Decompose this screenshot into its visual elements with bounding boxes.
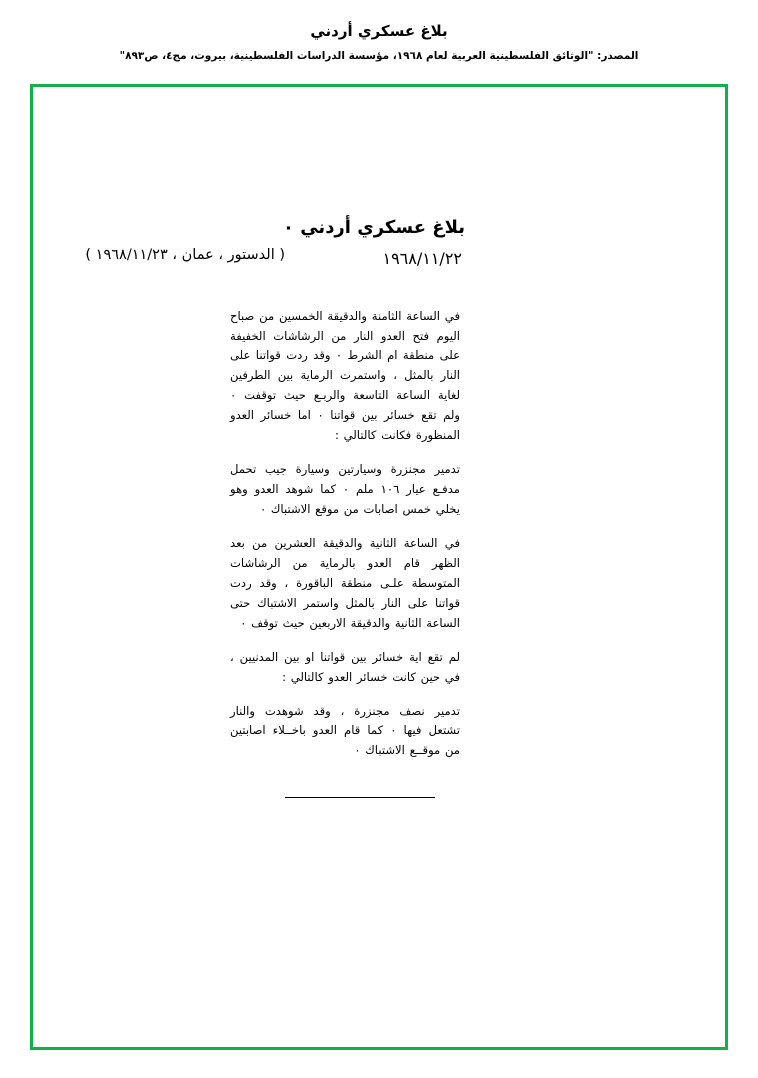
paragraph: في الساعة الثامنة والدقيقة الخمسين من صباح اليوم فتح العدو النار من الرشاشات الخفيفة على منطقة ام الشرط ٠ وقد ردت قواتنا على النار بالمثل ، واستمرت الرماية بين الطرفين لغاية الساعة التاسعة والربـع حيث توقفت ٠ ولم تقع خسائر بين قواتنا ٠ اما خسائر العدو المنظورة فكانت كالتالي : (230, 308, 461, 443)
paragraph: لم تقع اية خسائر بين قواتنا او بين المدنيين ، في حين كانت خسائر العدو كالتالي : (230, 649, 460, 684)
source-citation: المصدر: "الوثائق الفلسطينية العربية لعام ١٩٦٨، مؤسسة الدراسات الفلسطينية، بيروت، مج٤، ص٨٩٣" (119, 50, 639, 62)
headline-row (33, 217, 725, 287)
document-header (0, 0, 758, 62)
bulletin-source-reference: ( الدستور ، عمان ، ١٩٦٨/١١/٢٣ ) (85, 247, 285, 263)
paragraph: في الساعة الثانية والدقيقة العشرين من بعد الظهر قام العدو بالرماية من الرشاشات المتوسطة علـى منطقة الباقورة ، وقد ردت قواتنا على النار بالمثل واستمر الاشتباك حتى الساعة الثانية والدقيقة الاربعين حيث توقف ٠ (230, 535, 460, 630)
paragraph: تدمير مجنزرة وسيارتين وسيارة جيب تحمل مدفـع عيار ١٠٦ ملم ٠ كما شوهد العدو وهو يخلي خمس اصابات من موقع الاشتباك ٠ (230, 462, 461, 517)
document-frame (30, 84, 728, 1050)
bulletin-date: ١٩٦٨/١١/٢٢ (382, 249, 462, 268)
horizontal-divider (285, 797, 435, 798)
document-content (33, 87, 725, 1047)
body-text-column (230, 295, 460, 761)
page-title: بلاغ عسكري أردني (310, 22, 448, 40)
paragraph: تدمير نصف مجنزرة ، وقد شوهدت والنار تشتعل فيها ٠ كما قام العدو باخــلاء اصابتين من موقــع الاشتباك ٠ (230, 703, 461, 758)
frame-inner (33, 87, 725, 1047)
bulletin-title: بلاغ عسكري أردني ٠ (282, 217, 465, 238)
